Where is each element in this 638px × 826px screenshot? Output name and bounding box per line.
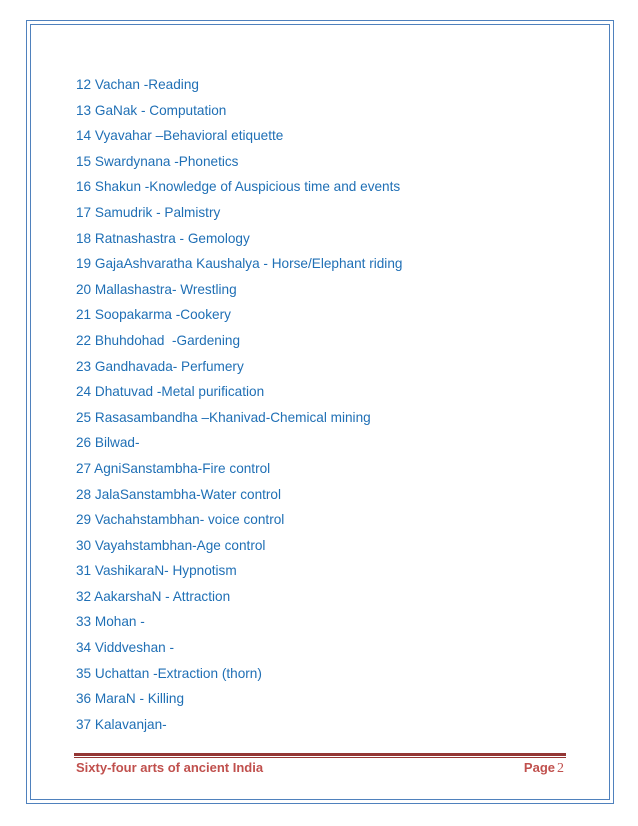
list-item: 21 Soopakarma -Cookery [76,307,231,323]
list-item: 23 Gandhavada- Perfumery [76,358,244,374]
list-item: 29 Vachahstambhan- voice control [76,512,285,528]
list-item: 14 Vyavahar –Behavioral etiquette [76,128,284,144]
list-item: 12 Vachan -Reading [76,77,199,92]
footer-rule-thick [74,753,566,756]
list-item: 25 Rasasambandha –Khanivad-Chemical mining [76,409,371,425]
list-item: 37 Kalavanjan- [76,716,167,732]
footer-title: Sixty-four arts of ancient India [76,760,264,775]
list-item: 27 AgniSanstambha-Fire control [76,460,271,476]
footer-page-indicator [524,760,564,777]
list-item: 26 Bilwad- [76,435,140,451]
list-item: 34 Viddveshan - [76,640,174,656]
list-item: 24 Dhatuvad -Metal purification [76,384,265,400]
list-item: 16 Shakun -Knowledge of Auspicious time and events [76,179,401,195]
list-item: 36 MaraN - Killing [76,691,185,707]
list-item: 28 JalaSanstambha-Water control [76,486,282,502]
arts-list [76,72,402,737]
list-item: 19 GajaAshvaratha Kaushalya - Horse/Elephant riding [76,256,403,272]
page-label: Page [523,760,555,775]
page-number: 2 [557,761,564,776]
list-item: 33 Mohan - [76,614,145,630]
list-item: 30 Vayahstambhan-Age control [76,537,266,553]
list-item: 35 Uchattan -Extraction (thorn) [76,665,262,681]
list-item: 15 Swardynana -Phonetics [76,153,239,169]
list-item: 20 Mallashastra- Wrestling [76,281,237,297]
list-item: 18 Ratnashastra - Gemology [76,230,250,246]
list-item: 32 AakarshaN - Attraction [76,588,231,604]
footer-rule-thin [74,757,566,758]
list-item: 22 Bhuhdohad -Gardening [76,332,241,348]
list-item: 13 GaNak - Computation [76,102,227,118]
list-item: 31 VashikaraN- Hypnotism [76,563,237,579]
list-item: 17 Samudrik - Palmistry [76,204,221,220]
